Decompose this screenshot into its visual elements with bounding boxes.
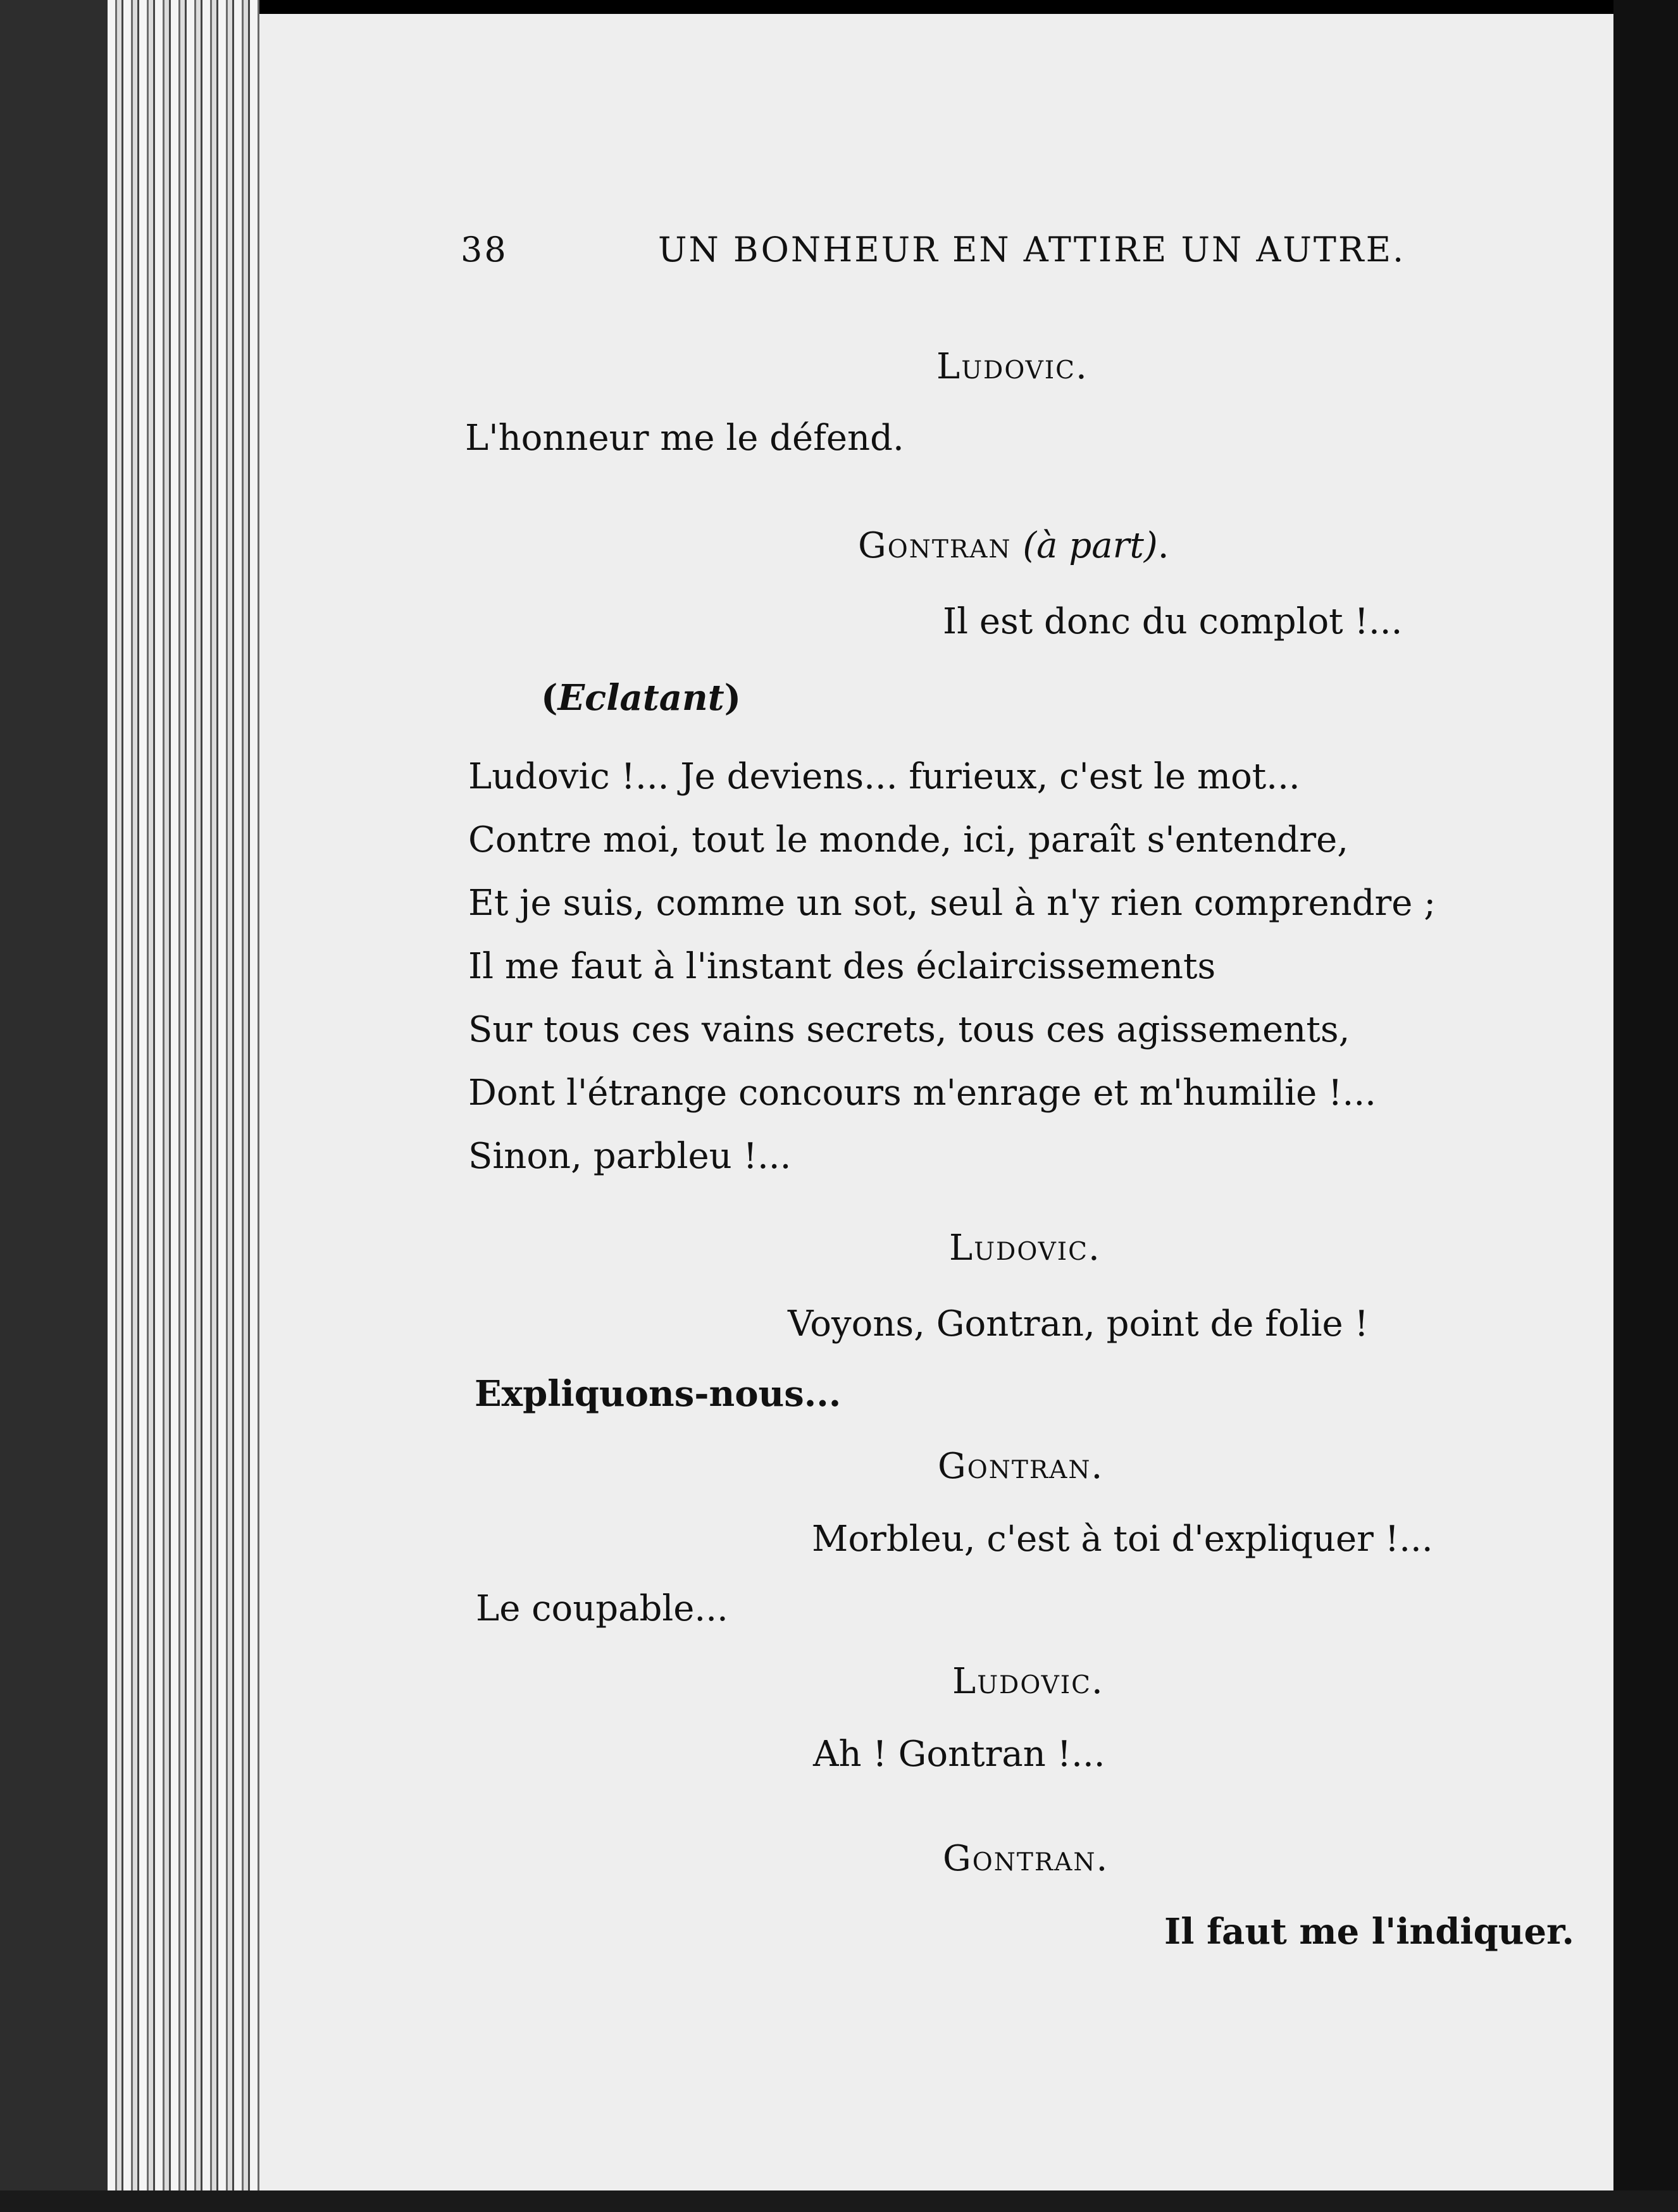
verse-line: Ah ! Gontran !... bbox=[813, 1734, 1105, 1775]
verse-line: Dont l'étrange concours m'enrage et m'humilie !... bbox=[468, 1072, 1376, 1114]
open-paren: ( bbox=[541, 677, 558, 719]
page-number: 38 bbox=[461, 230, 508, 270]
verse-line: Sinon, parbleu !... bbox=[468, 1136, 792, 1177]
direction-word: Eclatant bbox=[557, 677, 724, 719]
verse-line: Il est donc du complot !... bbox=[943, 601, 1403, 642]
verse-line: Sur tous ces vains secrets, tous ces agissements, bbox=[468, 1009, 1350, 1050]
scan-border-bottom bbox=[0, 2190, 1678, 2212]
scan-border-left bbox=[0, 0, 108, 2212]
speaker-gontran: Gontran. bbox=[943, 1838, 1109, 1879]
verse-line: Il me faut à l'instant des éclaircissements bbox=[468, 946, 1216, 987]
speaker-ludovic: Ludovic. bbox=[952, 1661, 1104, 1702]
stage-direction-eclatant bbox=[541, 677, 742, 719]
verse-line: Et je suis, comme un sot, seul à n'y rien comprendre ; bbox=[468, 883, 1436, 924]
verse-line: Expliquons-nous... bbox=[475, 1373, 842, 1415]
speaker-gontran bbox=[858, 525, 1169, 566]
verse-line: Voyons, Gontran, point de folie ! bbox=[788, 1303, 1369, 1345]
book-page-edges bbox=[108, 0, 259, 2212]
verse-line: Il faut me l'indiquer. bbox=[1164, 1911, 1574, 1953]
stage-direction-aside: (à part) bbox=[1022, 525, 1158, 566]
verse-line: Morbleu, c'est à toi d'expliquer !... bbox=[812, 1519, 1433, 1560]
speaker-ludovic: Ludovic. bbox=[949, 1227, 1101, 1269]
speaker-gontran: Gontran. bbox=[938, 1446, 1104, 1487]
speaker-ludovic: Ludovic. bbox=[936, 346, 1088, 387]
verse-line: Contre moi, tout le monde, ici, paraît s'entendre, bbox=[468, 819, 1349, 861]
running-title: UN BONHEUR EN ATTIRE UN AUTRE. bbox=[658, 230, 1406, 270]
speaker-period: . bbox=[1157, 525, 1169, 566]
verse-line: Le coupable... bbox=[476, 1588, 728, 1629]
scan-border-right bbox=[1613, 0, 1678, 2212]
verse-line: Ludovic !... Je deviens... furieux, c'est le mot... bbox=[468, 756, 1300, 797]
speaker-name: Gontran bbox=[858, 525, 1012, 566]
verse-line: L'honneur me le défend. bbox=[465, 418, 904, 459]
close-paren: ) bbox=[724, 677, 742, 719]
